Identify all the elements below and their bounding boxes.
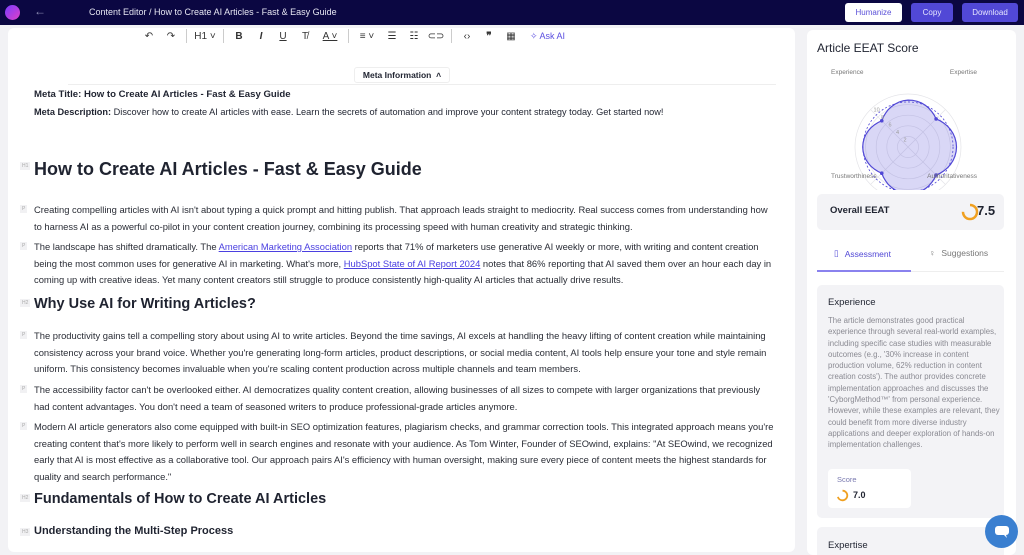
block-tag: H2 (22, 495, 29, 501)
chat-bubble-icon (994, 525, 1010, 539)
italic-icon[interactable]: I (259, 30, 263, 42)
app-logo[interactable] (5, 5, 20, 20)
card-description: The article demonstrates good practical experience through several real-world examples, including specific case studies with measurable outcomes (e.g., '30% increase in content production volume, 62% reduction in content creation costs'). The author provides concrete implementation approaches and discusses the 'CyborgMethod™' from personal experience. However, while these examples are relevant, they could benefit from more diverse industry applications and deeper exploration of hands-on implementation challenges. (828, 316, 1000, 450)
paragraph-text: The accessibility factor can't be overlooked either. AI democratizes quality content creation, allowing businesses of all sizes to compete with larger organizations that previously had content advantages. You don't need a team of seasoned writers to produce professional-grade articles anymore. (34, 384, 761, 412)
heading-select[interactable]: H1 ˅ (194, 30, 216, 42)
block-tag: P (22, 243, 26, 249)
back-arrow-icon[interactable]: ← (34, 4, 46, 18)
chat-button[interactable] (985, 515, 1018, 548)
align-icon[interactable]: ≡ ˅ (359, 30, 375, 42)
meta-description[interactable] (34, 107, 663, 117)
score-ring (836, 489, 849, 502)
radar-point (934, 117, 938, 121)
block-tag: H3 (22, 529, 29, 535)
paragraph[interactable] (22, 419, 774, 485)
article-h2[interactable] (22, 296, 774, 312)
tab-assessment[interactable] (834, 248, 891, 259)
lightbulb-icon: ♀ (929, 248, 936, 258)
tab-suggestions[interactable] (929, 248, 988, 258)
divider (186, 29, 187, 43)
meta-title-value: How to Create AI Articles - Fast & Easy Guide (83, 89, 291, 100)
bold-icon[interactable]: B (235, 30, 243, 42)
radar-tick-label: 8 (881, 115, 885, 122)
radar-axis-label: Authoritativeness (927, 173, 977, 180)
radar-tick-label: 10 (873, 107, 880, 114)
humanize-button[interactable]: Humanize (845, 3, 902, 22)
score-box (828, 469, 911, 508)
card-title: Expertise (828, 540, 868, 551)
heading-value: H1 (194, 30, 208, 42)
code-icon[interactable]: ‹› (463, 30, 471, 42)
radar-tick-label: 6 (888, 122, 892, 129)
card-title: Experience (828, 297, 876, 308)
text-color-icon[interactable]: A ˅ (322, 30, 338, 42)
paragraph[interactable] (22, 328, 774, 378)
divider (223, 29, 224, 43)
text: The landscape has shifted dramatically. The (34, 241, 219, 252)
experience-card (817, 285, 1004, 518)
paragraph-text: Modern AI article generators also come equipped with built-in SEO optimization features, plagiarism checks, and grammar correction tools. This integrated approach means you're creating content that's more likely to perform well in search engines and resonate with your audience. As Tom Winter, Founder of SEOwind, explains: "At SEOwind, we recognized early that AI is most effective as a collaborative tool. Our approach pairs AI's efficiency with human oversight, making sure every piece of content meets the highest standards for quality and search performance." (34, 421, 774, 482)
ask-ai-label: Ask AI (539, 30, 566, 41)
editor (8, 28, 795, 552)
eeat-radar-chart (807, 60, 1016, 190)
overall-value: 7.5 (977, 203, 996, 218)
panel-tabs (817, 240, 1004, 272)
link-ama[interactable]: American Marketing Association (218, 241, 353, 252)
overall-eeat (817, 194, 1004, 230)
block-tag: P (22, 423, 26, 429)
meta-desc-value: Discover how to create AI articles with ease. Learn the secrets of automation and improve your content strategy today. Get started now! (113, 107, 664, 117)
block-tag: P (22, 386, 26, 392)
clear-format-icon[interactable]: T̸ (301, 30, 309, 42)
numbered-list-icon[interactable]: ☷ (409, 30, 419, 42)
article-h3[interactable] (22, 525, 774, 537)
ask-ai-button[interactable]: ✧ Ask AI (530, 30, 566, 41)
meta-title-label: Meta Title: (34, 89, 82, 100)
formatting-toolbar (138, 28, 565, 44)
paragraph-text: The productivity gains tell a compelling story about using AI to write articles. Beyond the time savings, AI excels at handling the heavy lifting of content creation while maintaining consistency across your brand voice. Whether you're generating long-form articles, product descriptions, or social media content, AI tools help ensure your tone and style remain uniform. This consistency becomes invaluable when you're scaling content production across multiple channels and team members. (34, 330, 767, 374)
heading-text: Why Use AI for Writing Articles? (34, 296, 256, 312)
radar-axis-label: Trustworthiness (831, 173, 877, 180)
text: notes that 86% reporting that AI saved them over an hour each day in coming up with creative ideas. Yet many content creators still struggle to produce consistently high-quality AI articles that actually drive results. (34, 257, 772, 285)
heading-text: How to Create AI Articles - Fast & Easy Guide (34, 159, 422, 179)
radar-axis-label: Experience (831, 69, 864, 76)
paragraph[interactable] (22, 202, 774, 235)
meta-desc-label: Meta Description: (34, 107, 112, 117)
radar-tick-label: 4 (896, 130, 900, 137)
download-button[interactable]: Download (962, 3, 1018, 22)
block-tag: P (22, 332, 26, 338)
bullet-list-icon[interactable]: ☰ (387, 30, 397, 42)
book-icon: ▯ (834, 248, 839, 258)
underline-icon[interactable]: U (279, 30, 287, 42)
meta-title[interactable] (34, 89, 291, 100)
radar-axis-label: Expertise (949, 69, 977, 76)
block-tag: P (22, 206, 26, 212)
breadcrumb: Content Editor / How to Create AI Articles - Fast & Easy Guide (89, 7, 337, 17)
divider (348, 29, 349, 43)
paragraph[interactable] (22, 239, 774, 289)
top-bar (0, 0, 1024, 25)
block-tag: H1 (22, 163, 29, 169)
undo-icon[interactable]: ↶ (144, 30, 154, 42)
divider (451, 29, 452, 43)
radar-tick-label: 2 (903, 137, 907, 144)
meta-information-toggle[interactable]: Meta Information ˄ (354, 67, 450, 83)
copy-button[interactable]: Copy (911, 3, 953, 22)
text: reports that 71% of marketers use generative AI weekly or more, with writing and content creation being the most common uses for generative AI in marketing. What's more, (34, 241, 759, 269)
score-label: Score (837, 475, 857, 484)
article-h2[interactable] (22, 491, 774, 507)
overall-label: Overall EEAT (830, 205, 890, 216)
link-icon[interactable]: ⊂⊃ (427, 30, 445, 42)
tab-label: Suggestions (941, 248, 989, 258)
heading-text: Fundamentals of How to Create AI Articles (34, 491, 327, 507)
heading-text: Understanding the Multi-Step Process (34, 525, 234, 537)
panel-title: Article EEAT Score (817, 41, 919, 55)
active-tab-indicator (817, 270, 911, 272)
radar-point (880, 171, 884, 175)
meta-tab-label: Meta Information (362, 70, 432, 80)
score-value: 7.0 (853, 490, 866, 500)
paragraph[interactable] (22, 382, 774, 415)
link-hubspot[interactable]: HubSpot State of AI Report 2024 (343, 257, 481, 269)
block-tag: H2 (22, 300, 29, 306)
tab-label: Assessment (844, 248, 891, 259)
quote-icon[interactable]: ❞ (486, 30, 492, 42)
redo-icon[interactable]: ↷ (166, 30, 176, 42)
article-h1[interactable] (22, 159, 774, 180)
expertise-card (817, 527, 1004, 555)
divider (68, 84, 776, 85)
eeat-panel (807, 30, 1016, 555)
table-icon[interactable]: ▦ (506, 30, 516, 42)
paragraph-text: Creating compelling articles with AI isn't about typing a quick prompt and hitting publish. That approach leads straight to mediocrity. Real success comes from understanding how to harness AI as a powerful co-pilot in your content creation journey, combining its processing speed with human creativity and strategic thinking. (34, 204, 768, 232)
